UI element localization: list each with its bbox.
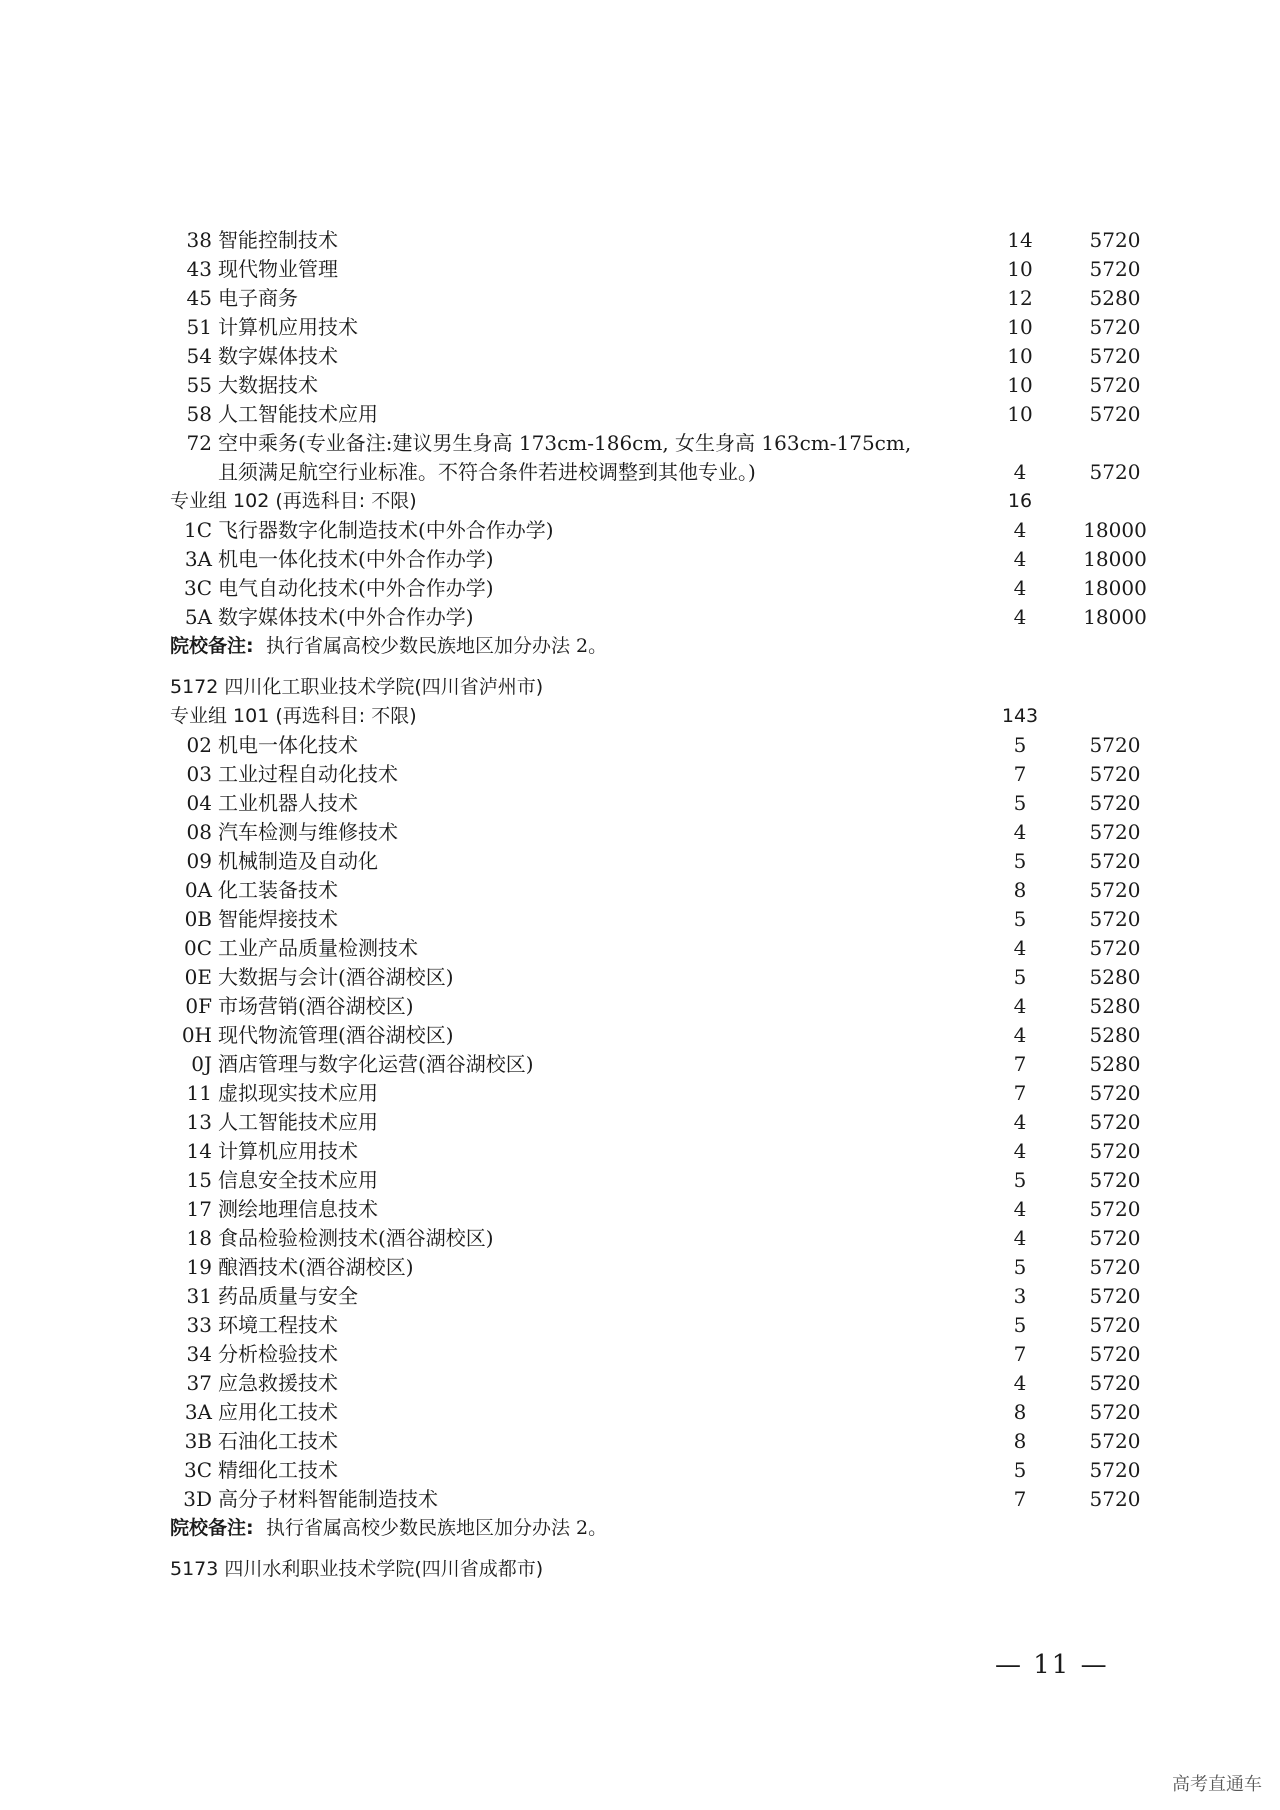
major-name: 机电一体化技术 — [218, 733, 358, 757]
major-code: 72 — [186, 431, 212, 455]
major-row — [170, 905, 1141, 934]
major-name: 药品质量与安全 — [218, 1284, 358, 1308]
major-group-title: 专业组 102 (再选科目: 不限) — [170, 490, 417, 512]
tuition-fee: 5280 — [1089, 965, 1141, 989]
school-note-label: 院校备注: — [170, 635, 254, 657]
tuition-fee: 5720 — [1089, 1487, 1141, 1511]
major-code: 14 — [186, 1139, 212, 1163]
school-note — [170, 1514, 1120, 1543]
major-code: 34 — [186, 1342, 212, 1366]
major-name: 计算机应用技术 — [218, 315, 358, 339]
major-code: 3B — [184, 1429, 212, 1453]
major-name-line-1: 空中乘务(专业备注:建议男生身高 173cm-186cm, 女生身高 163cm-175cm, — [218, 431, 912, 455]
major-row — [170, 731, 1141, 760]
major-row — [170, 1021, 1141, 1050]
tuition-fee: 5720 — [1089, 1168, 1141, 1192]
major-row — [170, 1224, 1141, 1253]
plan-count: 4 — [1013, 1023, 1027, 1047]
plan-count: 4 — [1013, 1371, 1027, 1395]
tuition-fee: 5720 — [1089, 1400, 1141, 1424]
tuition-fee: 5720 — [1089, 1081, 1141, 1105]
major-code: 5A — [184, 605, 212, 629]
tuition-fee: 5720 — [1089, 460, 1141, 484]
tuition-fee: 5720 — [1089, 820, 1141, 844]
major-name: 智能焊接技术 — [218, 907, 338, 931]
major-name: 机电一体化技术(中外合作办学) — [218, 547, 494, 571]
major-name: 现代物流管理(酒谷湖校区) — [218, 1023, 454, 1047]
major-code: 3A — [184, 1400, 212, 1424]
tuition-fee: 5720 — [1089, 936, 1141, 960]
tuition-fee: 5720 — [1089, 907, 1141, 931]
major-row — [170, 226, 1141, 255]
watermark: 高考直通车 — [1172, 1774, 1262, 1795]
major-code: 3C — [183, 576, 212, 600]
major-code: 0C — [183, 936, 212, 960]
tuition-fee: 5720 — [1089, 344, 1141, 368]
tuition-fee: 5720 — [1089, 1458, 1141, 1482]
plan-count: 7 — [1013, 1081, 1027, 1105]
plan-count: 5 — [1013, 907, 1027, 931]
tuition-fee: 5720 — [1089, 762, 1141, 786]
major-name: 大数据与会计(酒谷湖校区) — [218, 965, 454, 989]
major-name: 酒店管理与数字化运营(酒谷湖校区) — [218, 1052, 534, 1076]
plan-count: 5 — [1013, 1313, 1027, 1337]
major-name: 高分子材料智能制造技术 — [218, 1487, 438, 1511]
tuition-fee: 5720 — [1089, 1139, 1141, 1163]
school-note-text: 执行省属高校少数民族地区加分办法 2。 — [266, 635, 608, 657]
major-code: 3C — [183, 1458, 212, 1482]
school-header — [170, 673, 1120, 702]
plan-count: 4 — [1013, 518, 1027, 542]
major-row — [170, 371, 1141, 400]
major-group-title: 专业组 101 (再选科目: 不限) — [170, 705, 417, 727]
major-row — [170, 284, 1141, 313]
plan-count: 5 — [1013, 849, 1027, 873]
major-name: 工业过程自动化技术 — [218, 762, 398, 786]
major-row — [170, 934, 1141, 963]
major-row — [170, 400, 1141, 429]
school-note-text: 执行省属高校少数民族地区加分办法 2。 — [266, 1517, 608, 1539]
major-code: 1C — [183, 518, 212, 542]
major-name: 化工装备技术 — [218, 878, 338, 902]
plan-count: 5 — [1013, 1255, 1027, 1279]
major-name: 电子商务 — [218, 286, 298, 310]
major-name: 飞行器数字化制造技术(中外合作办学) — [218, 518, 554, 542]
major-code: 3A — [184, 547, 212, 571]
plan-count: 5 — [1013, 791, 1027, 815]
major-code: 43 — [186, 257, 212, 281]
major-row — [170, 1340, 1141, 1369]
group-plan-total: 16 — [1007, 490, 1033, 512]
plan-count: 4 — [1013, 460, 1027, 484]
major-code: 13 — [186, 1110, 212, 1134]
plan-count: 5 — [1013, 1458, 1027, 1482]
major-code: 37 — [186, 1371, 212, 1395]
plan-count: 4 — [1013, 1110, 1027, 1134]
major-row — [170, 1108, 1141, 1137]
tuition-fee: 18000 — [1083, 547, 1147, 571]
plan-count: 4 — [1013, 576, 1027, 600]
plan-count: 10 — [1007, 315, 1033, 339]
major-code: 03 — [186, 762, 212, 786]
major-row — [170, 992, 1141, 1021]
major-name: 电气自动化技术(中外合作办学) — [218, 576, 494, 600]
major-code: 11 — [186, 1081, 212, 1105]
major-code: 33 — [186, 1313, 212, 1337]
major-code: 04 — [186, 791, 212, 815]
school-note-label: 院校备注: — [170, 1517, 254, 1539]
major-row — [170, 1166, 1141, 1195]
tuition-fee: 5720 — [1089, 373, 1141, 397]
plan-count: 4 — [1013, 1226, 1027, 1250]
plan-count: 7 — [1013, 1342, 1027, 1366]
plan-count: 14 — [1007, 228, 1033, 252]
tuition-fee: 18000 — [1083, 518, 1147, 542]
plan-count: 4 — [1013, 936, 1027, 960]
tuition-fee: 5720 — [1089, 1371, 1141, 1395]
major-row — [170, 1311, 1141, 1340]
tuition-fee: 18000 — [1083, 605, 1147, 629]
section-gap — [170, 661, 1120, 673]
major-row — [170, 603, 1147, 632]
tuition-fee: 5720 — [1089, 1197, 1141, 1221]
major-row — [170, 255, 1141, 284]
tuition-fee: 5720 — [1089, 1313, 1141, 1337]
tuition-fee: 5720 — [1089, 228, 1141, 252]
major-row — [170, 342, 1141, 371]
plan-count: 4 — [1013, 1197, 1027, 1221]
major-name: 大数据技术 — [218, 373, 318, 397]
major-code: 17 — [186, 1197, 212, 1221]
major-name: 机械制造及自动化 — [218, 849, 378, 873]
enrollment-plan-list — [170, 226, 1147, 1584]
plan-count: 4 — [1013, 547, 1027, 571]
major-row — [170, 1195, 1141, 1224]
plan-count: 8 — [1013, 878, 1027, 902]
major-code: 0H — [181, 1023, 212, 1047]
major-row — [170, 963, 1141, 992]
major-code: 02 — [186, 733, 212, 757]
tuition-fee: 5720 — [1089, 791, 1141, 815]
major-name: 市场营销(酒谷湖校区) — [218, 994, 414, 1018]
page-number: — 11 — — [995, 1650, 1109, 1680]
tuition-fee: 5720 — [1089, 315, 1141, 339]
major-code: 3D — [183, 1487, 212, 1511]
major-code: 08 — [186, 820, 212, 844]
major-name-line-2: 且须满足航空行业标准。不符合条件若进校调整到其他专业。) — [218, 460, 756, 484]
major-name: 食品检验检测技术(酒谷湖校区) — [218, 1226, 494, 1250]
major-name: 汽车检测与维修技术 — [218, 820, 398, 844]
major-code: 38 — [186, 228, 212, 252]
tuition-fee: 5720 — [1089, 878, 1141, 902]
major-row — [170, 847, 1141, 876]
major-name: 工业产品质量检测技术 — [218, 936, 418, 960]
plan-count: 10 — [1007, 257, 1033, 281]
tuition-fee: 5720 — [1089, 1226, 1141, 1250]
plan-count: 4 — [1013, 605, 1027, 629]
major-name: 酿酒技术(酒谷湖校区) — [218, 1255, 414, 1279]
plan-count: 5 — [1013, 1168, 1027, 1192]
plan-count: 4 — [1013, 1139, 1027, 1163]
major-name — [218, 429, 978, 487]
major-code: 0A — [184, 878, 212, 902]
major-row — [170, 1282, 1141, 1311]
major-group-row — [170, 702, 1120, 731]
major-name: 应用化工技术 — [218, 1400, 338, 1424]
major-name: 数字媒体技术(中外合作办学) — [218, 605, 474, 629]
major-code: 31 — [186, 1284, 212, 1308]
major-code: 0J — [191, 1052, 212, 1076]
tuition-fee: 5280 — [1089, 286, 1141, 310]
plan-count: 7 — [1013, 1052, 1027, 1076]
major-row — [170, 1398, 1141, 1427]
tuition-fee: 5720 — [1089, 1255, 1141, 1279]
plan-count: 3 — [1013, 1284, 1027, 1308]
major-code: 19 — [186, 1255, 212, 1279]
major-name: 精细化工技术 — [218, 1458, 338, 1482]
major-name: 测绘地理信息技术 — [218, 1197, 378, 1221]
plan-count: 12 — [1007, 286, 1033, 310]
major-name: 数字媒体技术 — [218, 344, 338, 368]
group-plan-total: 143 — [1001, 705, 1039, 727]
tuition-fee: 18000 — [1083, 576, 1147, 600]
major-name: 虚拟现实技术应用 — [218, 1081, 378, 1105]
plan-count: 10 — [1007, 402, 1033, 426]
major-group-row — [170, 487, 1120, 516]
tuition-fee: 5720 — [1089, 1110, 1141, 1134]
major-row — [170, 1456, 1141, 1485]
plan-count: 10 — [1007, 373, 1033, 397]
tuition-fee: 5720 — [1089, 849, 1141, 873]
major-row — [170, 1079, 1141, 1108]
major-name: 计算机应用技术 — [218, 1139, 358, 1163]
major-name: 环境工程技术 — [218, 1313, 338, 1337]
school-title: 5172 四川化工职业技术学院(四川省泸州市) — [170, 676, 544, 698]
major-code: 0F — [185, 994, 212, 1018]
major-name: 人工智能技术应用 — [218, 1110, 378, 1134]
plan-count: 5 — [1013, 733, 1027, 757]
major-row — [170, 429, 1141, 487]
major-row — [170, 818, 1141, 847]
plan-count: 10 — [1007, 344, 1033, 368]
major-row — [170, 760, 1141, 789]
tuition-fee: 5720 — [1089, 1429, 1141, 1453]
major-row — [170, 1485, 1141, 1514]
school-note — [170, 632, 1120, 661]
major-row — [170, 1137, 1141, 1166]
major-code: 15 — [186, 1168, 212, 1192]
major-name: 信息安全技术应用 — [218, 1168, 378, 1192]
major-name: 智能控制技术 — [218, 228, 338, 252]
tuition-fee: 5720 — [1089, 1342, 1141, 1366]
tuition-fee: 5720 — [1089, 402, 1141, 426]
major-name: 分析检验技术 — [218, 1342, 338, 1366]
major-code: 45 — [186, 286, 212, 310]
major-row — [170, 1427, 1141, 1456]
major-code: 51 — [186, 315, 212, 339]
major-code: 58 — [186, 402, 212, 426]
major-name: 现代物业管理 — [218, 257, 338, 281]
major-row — [170, 876, 1141, 905]
major-code: 54 — [186, 344, 212, 368]
tuition-fee: 5280 — [1089, 994, 1141, 1018]
plan-count: 5 — [1013, 965, 1027, 989]
major-name: 应急救援技术 — [218, 1371, 338, 1395]
plan-count: 4 — [1013, 820, 1027, 844]
plan-count: 8 — [1013, 1400, 1027, 1424]
major-row — [170, 1369, 1141, 1398]
school-header — [170, 1555, 1120, 1584]
major-row — [170, 1050, 1141, 1079]
major-row — [170, 789, 1141, 818]
major-name: 人工智能技术应用 — [218, 402, 378, 426]
tuition-fee: 5280 — [1089, 1023, 1141, 1047]
plan-count: 8 — [1013, 1429, 1027, 1453]
major-row — [170, 545, 1147, 574]
major-name: 石油化工技术 — [218, 1429, 338, 1453]
tuition-fee: 5720 — [1089, 257, 1141, 281]
plan-count: 4 — [1013, 994, 1027, 1018]
tuition-fee: 5280 — [1089, 1052, 1141, 1076]
major-row — [170, 1253, 1141, 1282]
plan-count: 7 — [1013, 1487, 1027, 1511]
tuition-fee: 5720 — [1089, 733, 1141, 757]
section-gap — [170, 1543, 1120, 1555]
major-code: 18 — [186, 1226, 212, 1250]
major-code: 0B — [184, 907, 212, 931]
major-name: 工业机器人技术 — [218, 791, 358, 815]
major-row — [170, 313, 1141, 342]
major-code: 0E — [184, 965, 212, 989]
major-row — [170, 516, 1147, 545]
school-title: 5173 四川水利职业技术学院(四川省成都市) — [170, 1558, 544, 1580]
tuition-fee: 5720 — [1089, 1284, 1141, 1308]
plan-count: 7 — [1013, 762, 1027, 786]
major-code: 55 — [186, 373, 212, 397]
major-row — [170, 574, 1147, 603]
major-code: 09 — [186, 849, 212, 873]
